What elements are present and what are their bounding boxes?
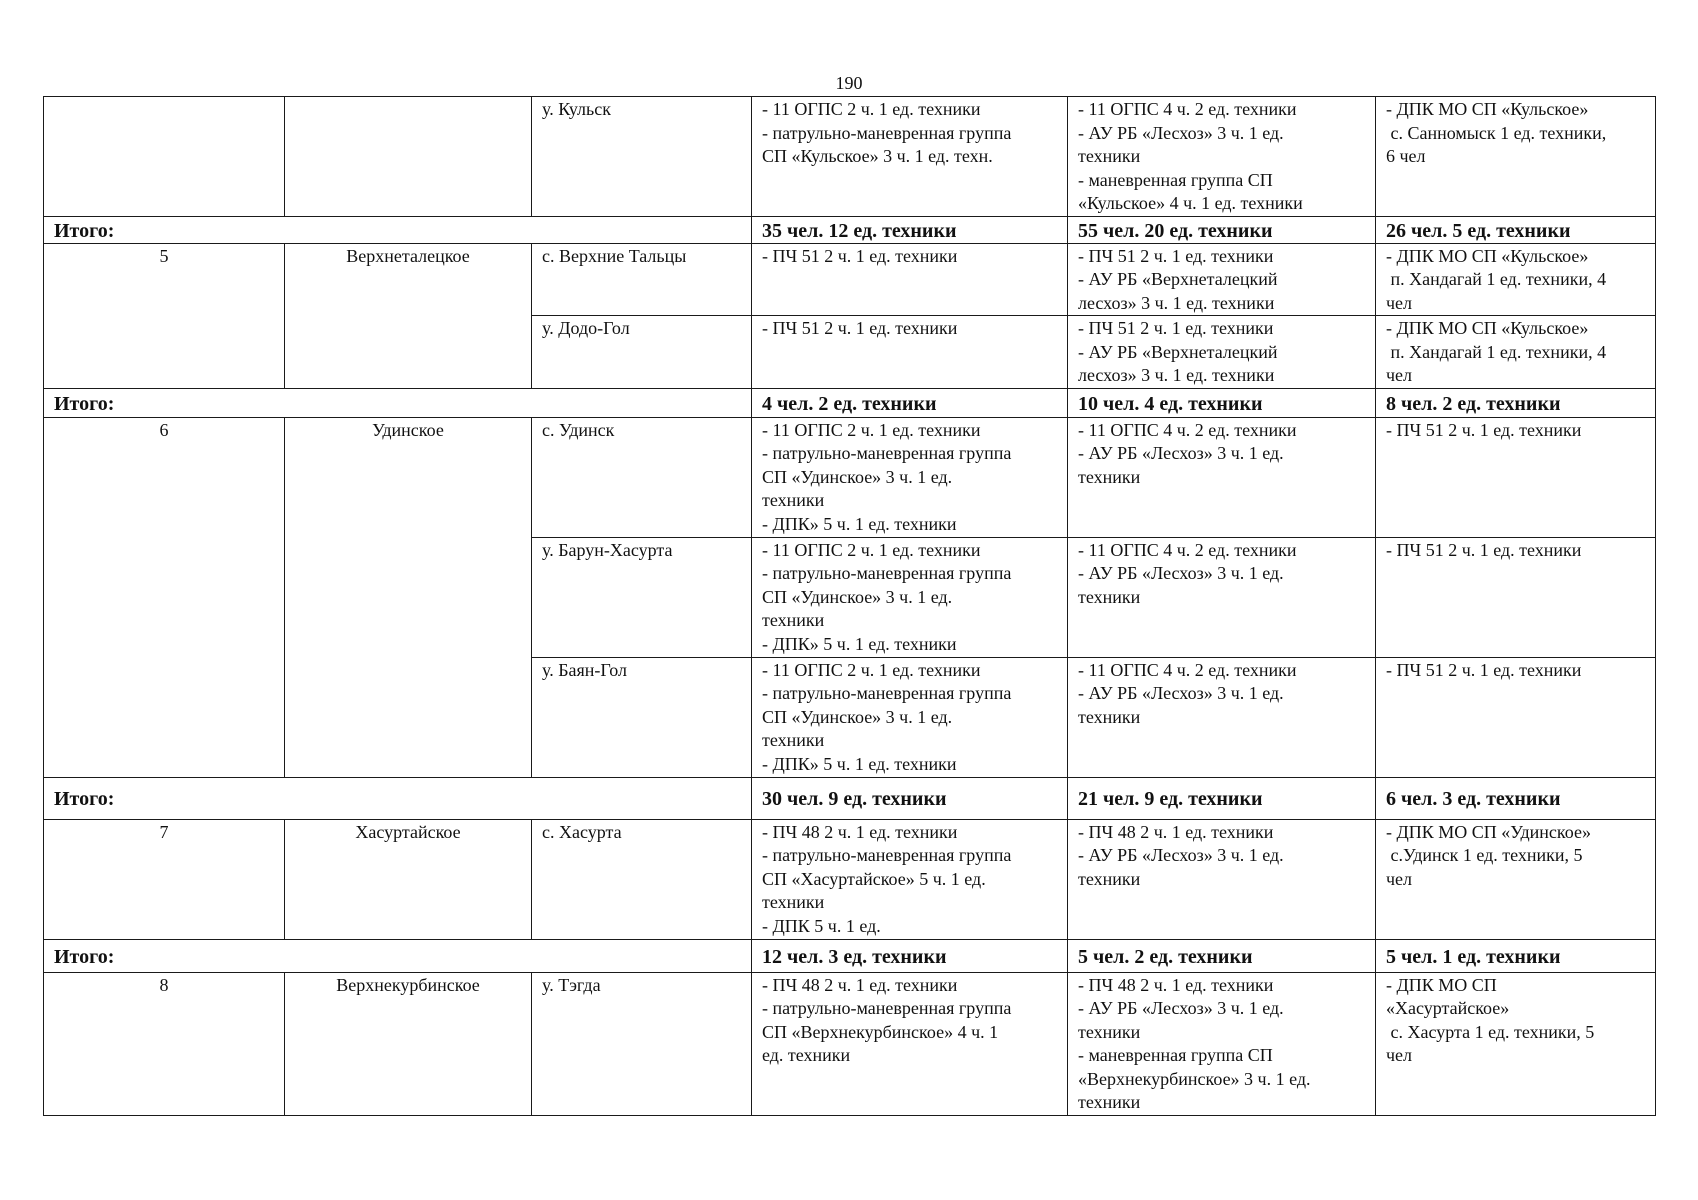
total-first-level: 30 чел. 9 ед. техники — [752, 777, 1068, 819]
cell-line: - АУ РБ «Лесхоз» 3 ч. 1 ед. — [1078, 563, 1284, 583]
second-level-forces-cell — [1068, 97, 1376, 217]
cell-line: 6 чел — [1386, 146, 1426, 166]
cell-line: техники — [762, 730, 825, 750]
cell-line: - ПЧ 48 2 ч. 1 ед. техники — [762, 821, 958, 842]
cell-line: СП «Кульское» 3 ч. 1 ед. техн. — [762, 146, 993, 166]
cell-line: техники — [1078, 706, 1141, 727]
row-number-cell: 5 — [44, 243, 285, 388]
second-level-forces-cell — [1068, 417, 1376, 537]
locality-cell: у. Кульск — [532, 97, 752, 217]
cell-line: чел — [1386, 292, 1413, 313]
cell-line: «Кульское» 4 ч. 1 ед. техники — [1078, 193, 1303, 213]
cell-line: ед. техники — [762, 1045, 851, 1065]
cell-line: «Верхнекурбинское» 3 ч. 1 ед. — [1078, 1068, 1311, 1089]
cell-line: - маневренная группа СП — [1078, 169, 1273, 190]
cell-line: - ПЧ 51 2 ч. 1 ед. техники — [1386, 419, 1582, 440]
cell-line: - 11 ОГПС 2 ч. 1 ед. техники — [762, 99, 981, 119]
cell-line: - АУ РБ «Лесхоз» 3 ч. 1 ед. — [1078, 845, 1284, 865]
first-level-forces-cell — [752, 972, 1068, 1115]
cell-line: - ДПК МО СП «Кульское» — [1386, 318, 1589, 338]
locality-cell: у. Барун-Хасурта — [532, 537, 752, 657]
row-number-cell: 8 — [44, 972, 285, 1115]
total-row — [44, 216, 1656, 243]
cell-line: - ПЧ 51 2 ч. 1 ед. техники — [1078, 318, 1274, 338]
cell-line: чел — [1386, 1045, 1413, 1065]
cell-line: техники — [1078, 146, 1141, 166]
cell-line: - ПЧ 48 2 ч. 1 ед. техники — [1078, 821, 1274, 842]
total-row — [44, 777, 1656, 819]
reserve-forces-cell — [1376, 972, 1656, 1115]
cell-line: - ДПК МО СП «Кульское» — [1386, 99, 1589, 119]
cell-line: техники — [762, 892, 825, 912]
cell-line: - 11 ОГПС 4 ч. 2 ед. техники — [1078, 419, 1297, 440]
total-label: Итого: — [44, 939, 752, 972]
cell-line: - ДПК» 5 ч. 1 ед. техники — [762, 633, 957, 654]
cell-line: - ПЧ 48 2 ч. 1 ед. техники — [1078, 974, 1274, 995]
row-number-cell: 7 — [44, 819, 285, 939]
cell-line: - патрульно-маневренная группа — [762, 443, 1012, 463]
reserve-forces-cell — [1376, 417, 1656, 537]
total-label: Итого: — [44, 388, 752, 417]
resources-table — [43, 96, 1656, 1116]
total-second-level: 10 чел. 4 ед. техники — [1068, 388, 1376, 417]
total-reserve: 8 чел. 2 ед. техники — [1376, 388, 1656, 417]
cell-line: - патрульно-маневренная группа — [762, 683, 1012, 703]
total-first-level: 35 чел. 12 ед. техники — [752, 216, 1068, 243]
cell-line: техники — [762, 610, 825, 630]
cell-line: - ДПК МО СП «Кульское» — [1386, 245, 1589, 266]
first-level-forces-cell — [752, 819, 1068, 939]
total-reserve: 26 чел. 5 ед. техники — [1376, 216, 1656, 243]
cell-line: - АУ РБ «Лесхоз» 3 ч. 1 ед. — [1078, 443, 1284, 463]
cell-line: техники — [1078, 586, 1141, 607]
cell-line: - маневренная группа СП — [1078, 1045, 1273, 1065]
cell-line: - 11 ОГПС 4 ч. 2 ед. техники — [1078, 99, 1297, 119]
cell-line: СП «Удинское» 3 ч. 1 ед. — [762, 706, 953, 727]
cell-line: - ДПК» 5 ч. 1 ед. техники — [762, 753, 957, 774]
first-level-forces-cell — [752, 243, 1068, 316]
cell-line: техники — [1078, 868, 1141, 889]
cell-line: - ДПК» 5 ч. 1 ед. техники — [762, 513, 957, 534]
second-level-forces-cell — [1068, 972, 1376, 1115]
reserve-forces-cell — [1376, 243, 1656, 316]
cell-line: с.Удинск 1 ед. техники, 5 — [1386, 845, 1583, 865]
second-level-forces-cell — [1068, 819, 1376, 939]
second-level-forces-cell — [1068, 316, 1376, 389]
cell-line: п. Хандагай 1 ед. техники, 4 — [1386, 269, 1607, 289]
total-first-level: 4 чел. 2 ед. техники — [752, 388, 1068, 417]
first-level-forces-cell — [752, 417, 1068, 537]
cell-line: - 11 ОГПС 4 ч. 2 ед. техники — [1078, 659, 1297, 680]
cell-line: - 11 ОГПС 2 ч. 1 ед. техники — [762, 419, 981, 440]
locality-cell: у. Тэгда — [532, 972, 752, 1115]
cell-line: - ПЧ 51 2 ч. 1 ед. техники — [1386, 539, 1582, 560]
cell-line: техники — [1078, 1092, 1141, 1112]
first-level-forces-cell — [752, 97, 1068, 217]
row-number-cell — [44, 97, 285, 217]
locality-cell: у. Баян-Гол — [532, 657, 752, 777]
cell-line: - ДПК МО СП «Удинское» — [1386, 821, 1591, 842]
cell-line: - АУ РБ «Лесхоз» 3 ч. 1 ед. — [1078, 122, 1284, 143]
settlement-name-cell: Верхнеталецкое — [285, 243, 532, 388]
cell-line: - патрульно-маневренная группа — [762, 122, 1012, 143]
total-reserve: 6 чел. 3 ед. техники — [1376, 777, 1656, 819]
cell-line: с. Санномыск 1 ед. техники, — [1386, 122, 1607, 143]
settlement-name-cell: Верхнекурбинское — [285, 972, 532, 1115]
reserve-forces-cell — [1376, 537, 1656, 657]
reserve-forces-cell — [1376, 316, 1656, 389]
settlement-name-cell — [285, 97, 532, 217]
settlement-name-cell: Удинское — [285, 417, 532, 777]
cell-line: техники — [1078, 466, 1141, 487]
reserve-forces-cell — [1376, 819, 1656, 939]
locality-cell: с. Верхние Тальцы — [532, 243, 752, 316]
cell-line: чел — [1386, 868, 1413, 889]
cell-line: СП «Удинское» 3 ч. 1 ед. — [762, 466, 953, 487]
cell-line: - ДПК МО СП — [1386, 974, 1497, 995]
locality-cell: с. Удинск — [532, 417, 752, 537]
cell-line: лесхоз» 3 ч. 1 ед. техники — [1078, 365, 1275, 385]
total-reserve: 5 чел. 1 ед. техники — [1376, 939, 1656, 972]
total-label: Итого: — [44, 216, 752, 243]
total-row — [44, 388, 1656, 417]
cell-line: - 11 ОГПС 2 ч. 1 ед. техники — [762, 659, 981, 680]
settlement-name-cell: Хасуртайское — [285, 819, 532, 939]
cell-line: - патрульно-маневренная группа — [762, 563, 1012, 583]
second-level-forces-cell — [1068, 243, 1376, 316]
total-second-level: 5 чел. 2 ед. техники — [1068, 939, 1376, 972]
cell-line: - патрульно-маневренная группа — [762, 998, 1012, 1018]
cell-line: СП «Удинское» 3 ч. 1 ед. — [762, 586, 953, 607]
reserve-forces-cell — [1376, 657, 1656, 777]
table-row — [44, 972, 1656, 1115]
total-row — [44, 939, 1656, 972]
cell-line: п. Хандагай 1 ед. техники, 4 — [1386, 341, 1607, 362]
cell-line: - ПЧ 51 2 ч. 1 ед. техники — [762, 245, 958, 266]
cell-line: - ПЧ 48 2 ч. 1 ед. техники — [762, 974, 958, 995]
cell-line: - ПЧ 51 2 ч. 1 ед. техники — [1078, 245, 1274, 266]
cell-line: - 11 ОГПС 2 ч. 1 ед. техники — [762, 539, 981, 560]
second-level-forces-cell — [1068, 537, 1376, 657]
cell-line: - АУ РБ «Верхнеталецкий — [1078, 341, 1278, 362]
cell-line: - АУ РБ «Лесхоз» 3 ч. 1 ед. — [1078, 683, 1284, 703]
table-row — [44, 243, 1656, 316]
cell-line: - ПЧ 51 2 ч. 1 ед. техники — [1386, 659, 1582, 680]
cell-line: техники — [762, 490, 825, 510]
cell-line: «Хасуртайское» — [1386, 998, 1510, 1018]
cell-line: - АУ РБ «Лесхоз» 3 ч. 1 ед. — [1078, 998, 1284, 1018]
cell-line: лесхоз» 3 ч. 1 ед. техники — [1078, 292, 1275, 313]
cell-line: СП «Хасуртайское» 5 ч. 1 ед. — [762, 868, 986, 889]
row-number-cell: 6 — [44, 417, 285, 777]
second-level-forces-cell — [1068, 657, 1376, 777]
first-level-forces-cell — [752, 537, 1068, 657]
table-row — [44, 97, 1656, 217]
first-level-forces-cell — [752, 657, 1068, 777]
cell-line: чел — [1386, 365, 1413, 385]
cell-line: - ПЧ 51 2 ч. 1 ед. техники — [762, 318, 958, 338]
table-row — [44, 417, 1656, 537]
total-second-level: 21 чел. 9 ед. техники — [1068, 777, 1376, 819]
reserve-forces-cell — [1376, 97, 1656, 217]
total-first-level: 12 чел. 3 ед. техники — [752, 939, 1068, 972]
cell-line: с. Хасурта 1 ед. техники, 5 — [1386, 1021, 1595, 1042]
table-row — [44, 819, 1656, 939]
cell-line: - патрульно-маневренная группа — [762, 845, 1012, 865]
cell-line: - 11 ОГПС 4 ч. 2 ед. техники — [1078, 539, 1297, 560]
cell-line: СП «Верхнекурбинское» 4 ч. 1 — [762, 1021, 999, 1042]
cell-line: - ДПК 5 ч. 1 ед. — [762, 915, 881, 936]
total-second-level: 55 чел. 20 ед. техники — [1068, 216, 1376, 243]
cell-line: техники — [1078, 1021, 1141, 1042]
total-label: Итого: — [44, 777, 752, 819]
locality-cell: с. Хасурта — [532, 819, 752, 939]
page-number: 190 — [835, 73, 863, 93]
first-level-forces-cell — [752, 316, 1068, 389]
locality-cell: у. Додо-Гол — [532, 316, 752, 389]
cell-line: - АУ РБ «Верхнеталецкий — [1078, 269, 1278, 289]
